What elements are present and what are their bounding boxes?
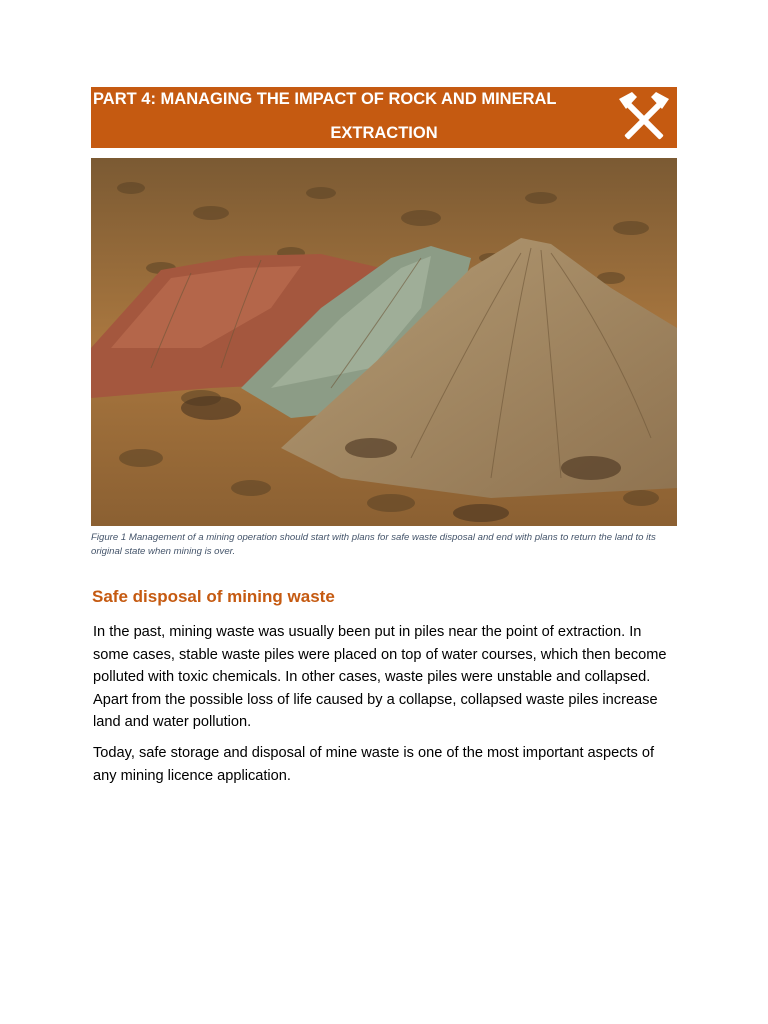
section-heading: Safe disposal of mining waste [92,587,335,606]
mining-waste-photo [91,158,677,526]
figure-caption: Figure 1 Management of a mining operation should start with plans for safe waste disposal and end with plans to return the land to its original state when mining is over. [91,532,656,557]
part-title-line2: EXTRACTION [330,124,438,142]
part-banner [91,87,677,148]
paragraph: In the past, mining waste was usually been put in piles near the point of extraction. In some cases, stable waste piles were placed on top of water courses, which then become polluted with toxic chemicals. In other cases, waste piles were unstable and collapsed. Apart from the possible loss of life caused by a collapse, collapsed waste piles increase land and water pollution. [93,624,667,730]
crossed-hammers-icon [616,90,672,146]
part-title [91,87,651,148]
paragraph: Today, safe storage and disposal of mine waste is one of the most important aspects of any mining licence application. [93,745,655,784]
part-title-line1: PART 4: MANAGING THE IMPACT OF ROCK AND MINERAL [93,90,557,108]
